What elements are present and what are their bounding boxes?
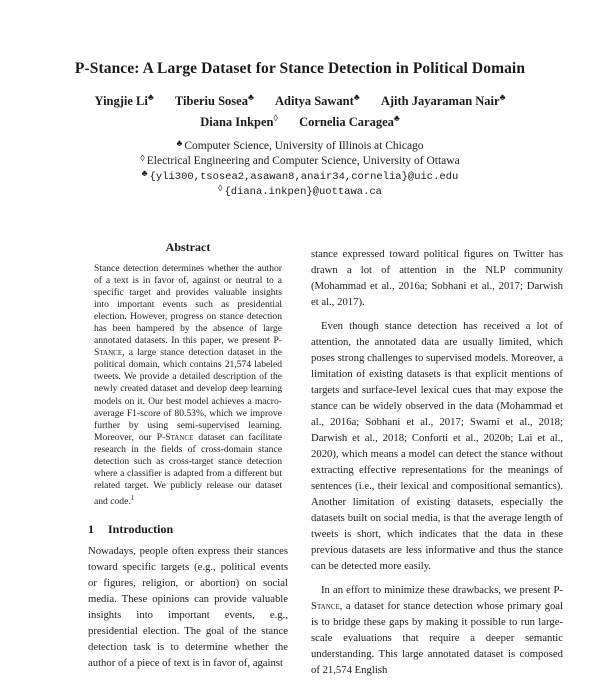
affiliation-text: Computer Science, University of Illinois at Chicago: [184, 140, 424, 152]
section-title: Introduction: [108, 521, 174, 536]
author-name: Tiberiu Sosea: [174, 94, 248, 109]
author-mark: ♣: [499, 92, 506, 102]
author-name: Diana Inkpen: [200, 115, 274, 130]
abstract-text: dataset can facilitate research in the fields of cross-domain stance detection such as cross-target stance detection where a classifier is adapted from a different but related target. We publicly release our dataset and code.: [94, 431, 282, 507]
author: [95, 94, 154, 108]
affiliation-text: Electrical Engineering and Computer Science, University of Ottawa: [146, 155, 460, 167]
email-mark: ♣: [141, 168, 148, 178]
abstract-body: [94, 263, 282, 508]
author-name: Ajith Jayaraman Nair: [380, 94, 500, 109]
authors-row-1: [0, 92, 600, 109]
paper-title: P-Stance: A Large Dataset for Stance Detection in Political Domain: [74, 60, 526, 77]
paragraph: Even though stance detection has received a lot of attention, the annotated data are usually limited, which poses strong challenges to supervised models. Moreover, a limitation of existing datasets is that explicit mentions of targets and surface-level lexical cues that may expose the stance can be widely observed in the data (Mohammad et al., 2016a; Sobhani et al., 2017; Swami et al., 2018; Darwish et al., 2018; Conforti et al., 2020b; Lai et al., 2020), which means a model can detect the stance without extracting effective representations for the meanings of sentences (i.e., their lexical and compositional semantics). Another limitation of existing datasets, especially the datasets built on social media, is that the average length of tweets is short, which indicates that the data in these previous datasets are less informative and thus the stance can be detected more easily.: [311, 320, 563, 572]
affiliation-mark: ♣: [176, 138, 183, 148]
email-mark: ◊: [218, 183, 223, 193]
dataset-name: Stance: [94, 347, 123, 359]
author-mark: ◊: [273, 113, 278, 123]
author-mark: ♣: [353, 92, 360, 102]
right-column: [311, 246, 563, 686]
dataset-name: Stance: [165, 431, 194, 443]
dataset-name: Stance: [311, 600, 340, 612]
left-column: [88, 240, 288, 679]
author: [175, 94, 254, 108]
author-name: Yingjie Li: [94, 94, 148, 109]
author: [381, 94, 506, 108]
paragraph-text: In an effort to minimize these drawbacks, we present P-: [321, 584, 563, 596]
author-mark: ♣: [247, 92, 254, 102]
paragraph: Nowadays, people often express their stances toward specific targets (e.g., political events or figures, religion, or abortion) on social media. These opinions can provide valuable insights into important events, e.g., presidential election. The goal of the stance detection task is to determine whether the author of a piece of text is in favor of, against: [88, 544, 288, 669]
paragraph: [311, 582, 563, 678]
authors-row-2: [0, 113, 600, 130]
intro-body: [88, 543, 288, 671]
footnote-mark: 1: [130, 493, 135, 502]
author: [200, 115, 278, 129]
author-name: Aditya Sawant: [274, 94, 354, 109]
abstract-text: , a large stance detection dataset in the political domain, which contains 21,574 labeled tweets. We provide a detailed description of the newly created dataset and develop deep learning models on it. Our best model achieves a macro-average F1-score of 80.53%, which we improve further by using semi-supervised learning. Moreover, our P-: [94, 347, 282, 443]
paragraph-text: , a dataset for stance detection whose primary goal is to bridge these gaps by making it possible to run large-scale evaluations that require a deeper semantic understanding. This large annotated dataset is composed of 21,574 English: [311, 600, 563, 676]
section-number: 1: [88, 521, 94, 536]
section-heading: [88, 522, 288, 537]
email-text: {yli300,tsosea2,asawan8,anair34,cornelia}@uic.edu: [149, 171, 459, 183]
author-mark: ♣: [393, 113, 400, 123]
abstract-text: Stance detection determines whether the author of a text is in favor of, against or neutral to a specific target and provides valuable insights into important events such as presidential election. However, progress on stance detection has been hampered by the absence of large annotated datasets. In this paper, we present P-: [94, 263, 282, 347]
author: [275, 94, 360, 108]
author-name: Cornelia Caragea: [299, 115, 394, 130]
author-mark: ♣: [147, 92, 154, 102]
email-text: {diana.inkpen}@uottawa.ca: [224, 186, 382, 198]
abstract-heading: Abstract: [165, 240, 211, 254]
email-line: [0, 181, 600, 200]
affiliation-mark: ◊: [140, 153, 145, 163]
paragraph: stance expressed toward political figures on Twitter has drawn a lot of attention in the NLP community (Mohammad et al., 2016a; Sobhani et al., 2017; Darwish et al., 2017).: [311, 248, 563, 308]
author: [299, 115, 400, 129]
